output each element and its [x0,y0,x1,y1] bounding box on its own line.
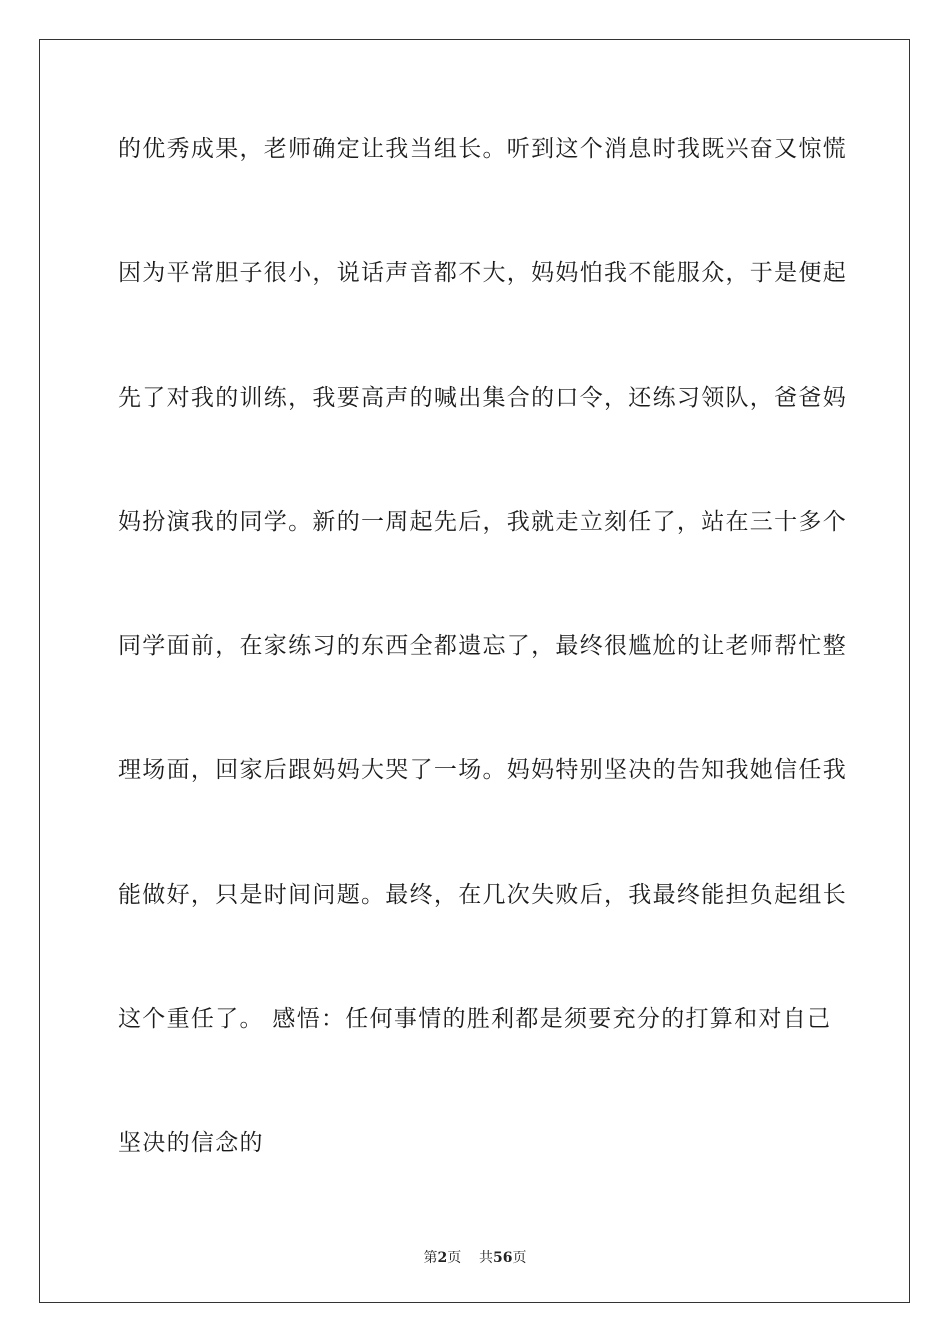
text-line-3: 先了对我的训练，我要高声的喊出集合的口令，还练习领队，爸爸妈 [118,384,847,411]
document-body [118,124,847,1243]
text-line-6: 理场面，回家后跟妈妈大哭了一场。妈妈特别坚决的告知我她信任我 [118,757,847,784]
text-line-9: 坚决的信念的 [118,1130,264,1157]
total-unit: 页 [512,1250,527,1266]
page-footer [0,1247,950,1267]
page-number: 2 [437,1250,448,1266]
text-line-1: 的优秀成果，老师确定让我当组长。听到这个消息时我既兴奋又惊慌 [118,136,847,162]
text-line-8: 这个重任了。 感悟：任何事情的胜利都是须要充分的打算和对自己 [118,1006,832,1033]
text-line-5: 同学面前，在家练习的东西全都遗忘了，最终很尴尬的让老师帮忙整 [118,633,847,660]
total-pages: 56 [493,1250,513,1266]
page-prefix: 第 [423,1250,438,1266]
text-line-4: 妈扮演我的同学。新的一周起先后，我就走立刻任了，站在三十多个 [118,508,847,535]
text-line-7: 能做好，只是时间问题。最终，在几次失败后，我最终能担负起组长 [118,881,847,908]
total-prefix: 共 [479,1250,494,1266]
page-unit: 页 [447,1250,462,1266]
text-line-2: 因为平常胆子很小，说话声音都不大，妈妈怕我不能服众，于是便起 [118,260,847,287]
